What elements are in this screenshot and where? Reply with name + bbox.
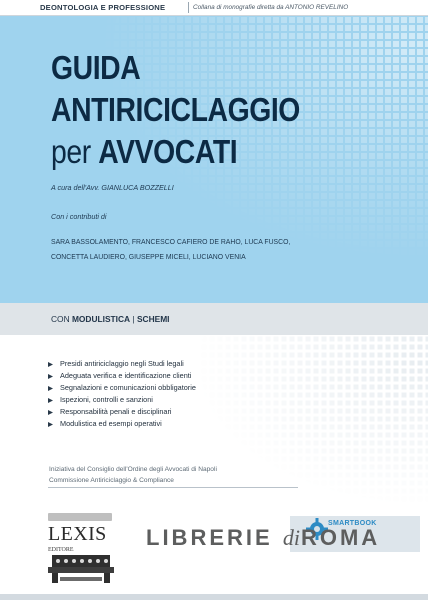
lower-section <box>0 335 428 600</box>
bullet-icon <box>48 398 53 403</box>
list-item <box>48 383 196 395</box>
feature-text: Ispezioni, controlli e sanzioni <box>60 395 153 404</box>
bullet-icon <box>48 362 53 367</box>
publisher-logo-text: LEXIS <box>48 523 107 545</box>
list-item <box>48 359 196 371</box>
bottom-strip <box>0 594 428 600</box>
title-line-3-prefix: per <box>51 133 99 170</box>
feature-text: Responsabilità penali e disciplinari <box>60 407 172 416</box>
feature-list <box>48 359 196 431</box>
initiative-note: Iniziativa del Consiglio dell'Ordine degli Avvocati di Napoli <box>49 466 217 473</box>
series-name: DEONTOLOGIA E PROFESSIONE <box>40 3 166 12</box>
title-line-3-main: AVVOCATI <box>98 133 238 170</box>
band-label <box>51 314 170 324</box>
series-note: Collana di monografie diretta da ANTONIO REVELINO <box>193 3 349 11</box>
smartbook-label: SMARTBOOK <box>328 520 377 527</box>
band-separator: | <box>130 314 137 324</box>
title-panel <box>0 16 428 303</box>
bullet-icon <box>48 374 53 379</box>
contributors-line-1: SARA BASSOLAMENTO, FRANCESCO CAFIERO DE RAHO, LUCA FUSCO, <box>51 237 291 246</box>
series-divider <box>188 2 189 13</box>
series-header <box>0 0 428 16</box>
contributors-intro: Con i contributi di <box>51 212 107 221</box>
divider <box>48 487 298 488</box>
feature-text: Segnalazioni e comunicazioni obbligatorie <box>60 383 196 392</box>
feature-text: Modulistica ed esempi operativi <box>60 419 162 428</box>
feature-text: Adeguata verifica e identificazione clienti <box>60 371 192 380</box>
bullet-icon <box>48 422 53 427</box>
title-line-3 <box>51 134 237 170</box>
publisher-logo-sub: EDITORE <box>48 547 74 553</box>
title-line-2: ANTIRICICLAGGIO <box>51 91 300 128</box>
list-item <box>48 407 196 419</box>
band-prefix: CON <box>51 314 72 324</box>
list-item <box>48 395 196 407</box>
bullet-icon <box>48 386 53 391</box>
band-schemi: SCHEMI <box>136 314 170 324</box>
curator: A cura dell'Avv. GIANLUCA BOZZELLI <box>51 183 174 192</box>
title-line-1: GUIDA <box>51 49 141 86</box>
commission-note: Commissione Antiriciclaggio & Compliance <box>49 477 174 484</box>
content-band <box>0 303 428 335</box>
watermark-part-3: ROMA <box>300 525 381 550</box>
watermark <box>146 525 380 551</box>
band-modulistica: MODULISTICA <box>71 314 131 324</box>
publisher-logo <box>46 511 124 591</box>
list-item <box>48 419 196 431</box>
contributors-line-2: CONCETTA LAUDIERO, GIUSEPPE MICELI, LUCIANO VENIA <box>51 252 246 261</box>
watermark-part-1: LIBRERIE <box>146 525 273 550</box>
watermark-part-2: di <box>282 525 300 550</box>
bullet-icon <box>48 410 53 415</box>
list-item <box>48 371 196 383</box>
feature-text: Presidi antiriciclaggio negli Studi legali <box>60 359 184 368</box>
